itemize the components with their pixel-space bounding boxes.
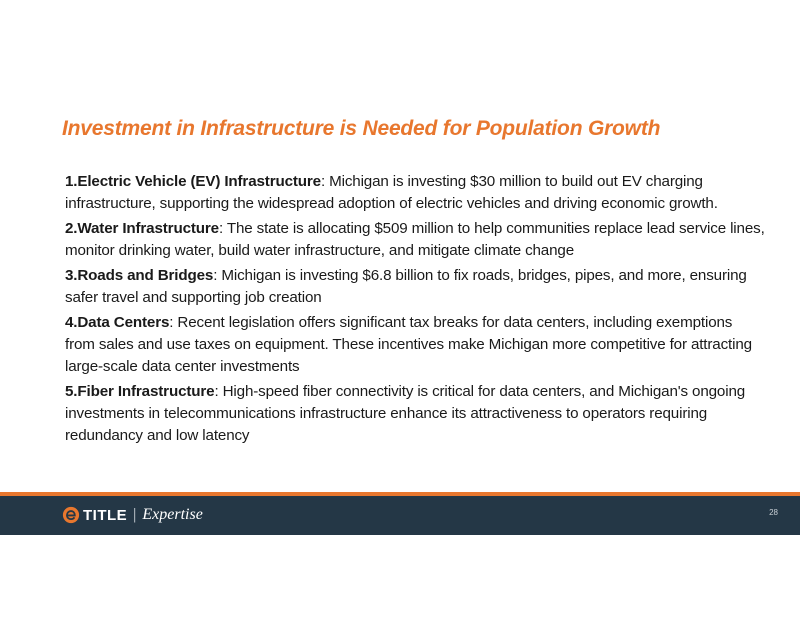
list-item	[65, 265, 765, 309]
list-item	[65, 171, 765, 215]
list-item-text: : Michigan is investing $30 million to build out EV charging infrastructure, supporting the widespread adoption of electric vehicles and driving economic growth.	[65, 173, 718, 212]
list-item-heading: 5.Fiber Infrastructure	[65, 383, 215, 400]
etitle-logo	[62, 503, 203, 527]
list-item-text: : Michigan is investing $6.8 billion to fix roads, bridges, pipes, and more, ensuring safer travel and supporting job creation	[65, 267, 747, 306]
list-item-heading: 1.Electric Vehicle (EV) Infrastructure	[65, 173, 321, 190]
list-item-text: : Recent legislation offers significant tax breaks for data centers, including exemptions from sales and use taxes on equipment. These incentives make Michigan more competitive for attracting large-scale data center investments	[65, 314, 752, 375]
logo-wordmark: TITLE	[83, 506, 128, 524]
footer-bar	[0, 492, 800, 535]
list-item-text: : The state is allocating $509 million to help communities replace lead service lines, monitor drinking water, build water infrastructure, and mitigate climate change	[65, 220, 765, 259]
logo-separator: |	[133, 506, 137, 523]
logo-tagline: Expertise	[142, 506, 203, 523]
slide-title: Investment in Infrastructure is Needed for Population Growth	[62, 117, 661, 140]
list-item-heading: 2.Water Infrastructure	[65, 220, 219, 237]
list-item-text: : High-speed fiber connectivity is critical for data centers, and Michigan's ongoing investments in telecommunications infrastructure enhance its attractiveness to operators requiring redundancy and low latency	[65, 383, 746, 444]
list-item-heading: 3.Roads and Bridges	[65, 267, 214, 284]
page-number: 28	[769, 508, 778, 517]
etitle-e-logo-icon	[62, 506, 80, 524]
list-item	[65, 381, 765, 447]
list-item	[65, 312, 765, 378]
infrastructure-list	[65, 171, 765, 450]
footer-accent-rule	[0, 492, 800, 496]
list-item	[65, 218, 765, 262]
list-item-heading: 4.Data Centers	[65, 314, 170, 331]
